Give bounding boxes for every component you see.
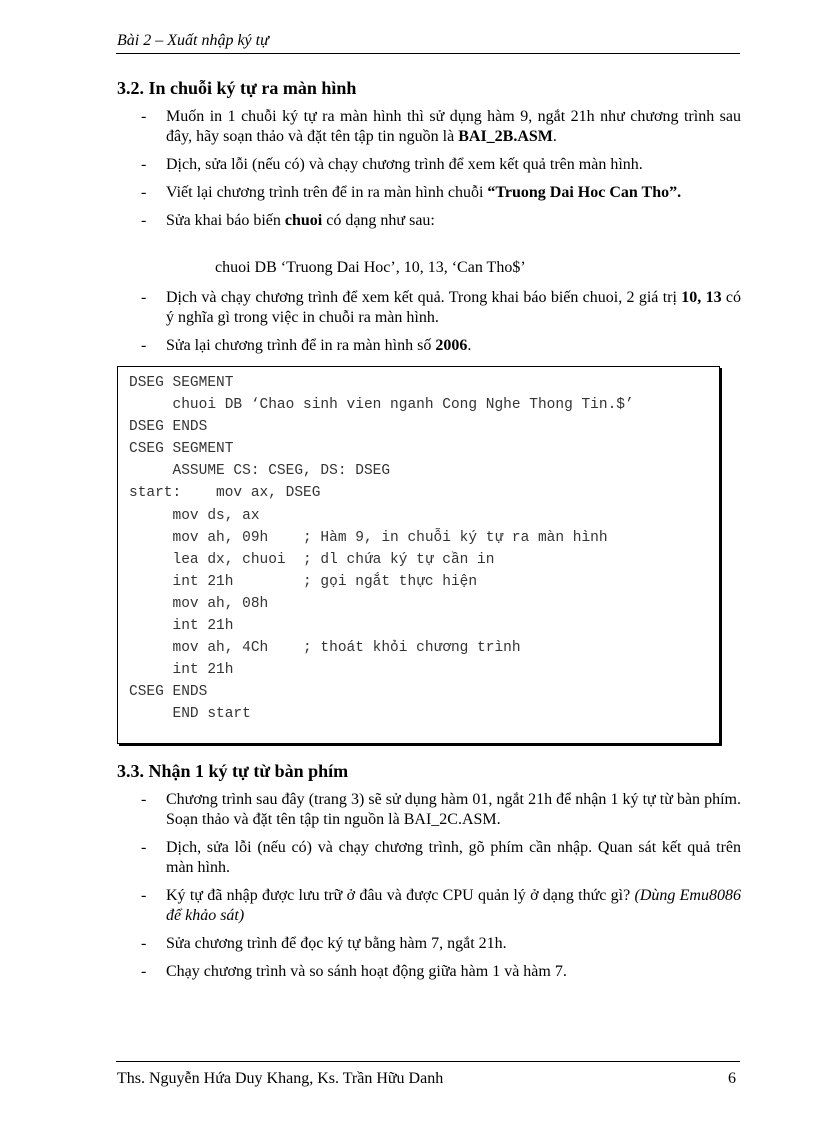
number-bold: 2006 (435, 337, 468, 354)
list-item (117, 790, 741, 830)
footer-authors: Ths. Nguyễn Hứa Duy Khang, Ks. Trần Hữu Danh (117, 1070, 444, 1087)
note-italic: (Dùng Emu8086 để khảo sát) (166, 887, 741, 924)
string-bold: “Truong Dai Hoc Can Tho”. (487, 184, 682, 201)
bullet-dash: - (141, 337, 147, 354)
list-item-text-end: . (552, 128, 557, 145)
code-line: CSEG SEGMENT (129, 441, 234, 458)
section-1-bullet-list (117, 107, 741, 239)
list-item-text: Sửa lại chương trình để in ra màn hình số (166, 337, 436, 354)
list-item-text: Chương trình sau đây (trang 3) sẽ sử dụng hàm 01, ngắt 21h để nhận 1 ký tự từ bàn phím. Soạn thảo và đặt tên tập tin nguồn là BAI_2C.ASM. (166, 791, 741, 828)
code-line: mov ah, 4Ch ; thoát khỏi chương trình (129, 640, 521, 657)
list-item-text: Muốn in 1 chuỗi ký tự ra màn hình thì sử dụng hàm 9, ngắt 21h như chương trình sau đây, hãy soạn thảo và đặt tên tập tin nguồn là (166, 108, 741, 145)
list-item (117, 934, 741, 954)
code-line: DSEG SEGMENT (129, 375, 234, 391)
code-line: int 21h ; gọi ngắt thực hiện (129, 573, 478, 590)
bullet-dash: - (141, 963, 147, 980)
list-item (117, 183, 741, 203)
code-line: mov ds, ax (129, 507, 260, 524)
bullet-dash: - (141, 289, 147, 306)
list-item (117, 211, 741, 231)
code-line: ASSUME CS: CSEG, DS: DSEG (129, 463, 391, 480)
footer-divider (116, 1061, 740, 1062)
page-number: 6 (728, 1070, 736, 1087)
list-item (117, 155, 741, 175)
list-item (117, 962, 741, 982)
code-line: int 21h (129, 662, 234, 679)
code-line: END start (129, 706, 251, 723)
list-item-text: Dịch, sửa lỗi (nếu có) và chạy chương trình để xem kết quả trên màn hình. (166, 156, 643, 173)
code-line: DSEG ENDS (129, 419, 208, 436)
list-item-text-end: . (467, 337, 472, 354)
code-listing-box (117, 366, 720, 744)
values-bold: 10, 13 (681, 289, 722, 306)
list-item-text: Viết lại chương trình trên để in ra màn hình chuỗi (166, 184, 488, 201)
list-item (117, 886, 741, 926)
section-heading-print-string: 3.2. In chuỗi ký tự ra màn hình (117, 78, 357, 98)
variable-declaration-example: chuoi DB ‘Truong Dai Hoc’, 10, 13, ‘Can Tho$’ (215, 259, 526, 276)
code-line: mov ah, 08h (129, 595, 269, 612)
bullet-dash: - (141, 791, 147, 808)
section-1-bullet-list-continued (117, 288, 741, 364)
variable-bold: chuoi (284, 212, 323, 229)
section-heading-read-char: 3.3. Nhận 1 ký tự từ bàn phím (117, 761, 349, 781)
list-item-text: Sửa chương trình để đọc ký tự bằng hàm 7, ngắt 21h. (166, 935, 507, 952)
bullet-dash: - (141, 935, 147, 952)
section-2-bullet-list (117, 790, 741, 990)
page-header-title: Bài 2 – Xuất nhập ký tự (117, 32, 269, 49)
bullet-dash: - (141, 212, 147, 229)
filename-bold: BAI_2B.ASM (458, 128, 553, 145)
list-item (117, 838, 741, 878)
code-line: start: mov ax, DSEG (129, 485, 321, 502)
list-item-text: Ký tự đã nhập được lưu trữ ở đâu và được CPU quản lý ở dạng thức gì? (166, 887, 635, 904)
list-item-text: Dịch, sửa lỗi (nếu có) và chạy chương trình, gõ phím cần nhập. Quan sát kết quả trên màn hình. (166, 839, 741, 876)
list-item-text: Chạy chương trình và so sánh hoạt động giữa hàm 1 và hàm 7. (166, 963, 567, 980)
list-item-text: Sửa khai báo biến (166, 212, 285, 229)
bullet-dash: - (141, 887, 147, 904)
list-item-text-end: có ý nghĩa gì trong việc in chuỗi ra màn hình. (166, 289, 742, 326)
assembly-code (118, 367, 719, 726)
code-line: int 21h (129, 618, 234, 635)
bullet-dash: - (141, 184, 147, 201)
list-item (117, 107, 741, 147)
bullet-dash: - (141, 156, 147, 173)
list-item-text: Dịch và chạy chương trình để xem kết quả. Trong khai báo biến chuoi, 2 giá trị (166, 289, 682, 306)
list-item (117, 336, 741, 356)
bullet-dash: - (141, 108, 147, 125)
list-item (117, 288, 741, 328)
code-line: lea dx, chuoi ; dl chứa ký tự cần in (129, 551, 495, 568)
code-line: chuoi DB ‘Chao sinh vien nganh Cong Nghe Thong Tin.$’ (129, 397, 634, 414)
bullet-dash: - (141, 839, 147, 856)
code-line: mov ah, 09h ; Hàm 9, in chuỗi ký tự ra màn hình (129, 529, 608, 546)
list-item-text-end: có dạng như sau: (322, 212, 435, 229)
code-line: CSEG ENDS (129, 684, 208, 701)
header-divider (116, 53, 740, 54)
